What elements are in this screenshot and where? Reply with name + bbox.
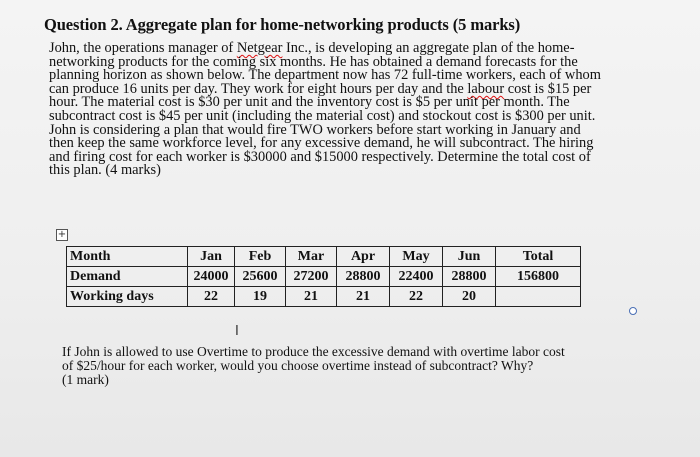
followup-line: of $25/hour for each worker, would you choose overtime instead of subcontract? Why? [62, 358, 534, 373]
demand-table [66, 246, 581, 307]
row-label-month: Month [67, 247, 188, 267]
body-line: subcontract cost is $45 per unit (including the material cost) and stockout cost is $300 per unit. [49, 107, 596, 124]
table-move-handle-icon[interactable]: + [57, 229, 67, 240]
labour-word: labour [467, 80, 505, 97]
table-cell: 21 [286, 287, 337, 307]
followup-line: (1 mark) [62, 372, 109, 387]
table-cell: 27200 [286, 267, 337, 287]
question-title: Question 2. Aggregate plan for home-networking products (5 marks) [44, 15, 521, 34]
resize-handle-icon[interactable] [629, 307, 637, 315]
body-line: John is considering a plan that would fire TWO workers before start working in January and [49, 121, 581, 138]
body-line: then keep the same workforce level, for any excessive demand, he will subcontract. The hiring [49, 135, 594, 152]
body-line: and firing cost for each worker is $30000 and $15000 respectively. Determine the total cost of [49, 148, 591, 165]
table-cell: Jan [188, 247, 235, 267]
table-cell: 22 [390, 287, 443, 307]
table-cell [496, 287, 581, 307]
body-line: can produce 16 units per day. They work for eight hours per day and the labour cost is $15 per [49, 80, 592, 97]
company-name: Netgear [236, 40, 283, 56]
table-cell: 21 [337, 287, 390, 307]
table-cell: 28800 [337, 267, 390, 287]
table-cell: Mar [286, 247, 337, 267]
table-cell: 28800 [443, 267, 496, 287]
table-cell: 19 [235, 287, 286, 307]
table-cell: 20 [443, 287, 496, 307]
body-line: networking products for the coming six months. He has obtained a demand forecasts for the [49, 53, 578, 70]
text-cursor-icon: I [235, 324, 239, 339]
table-cell: Jun [443, 247, 496, 267]
question-body [49, 42, 635, 178]
row-label-working-days: Working days [67, 287, 188, 307]
table-cell: 24000 [188, 267, 235, 287]
table-row [67, 287, 581, 307]
row-label-demand: Demand [67, 267, 188, 287]
table-cell: May [390, 247, 443, 267]
table-cell: Apr [337, 247, 390, 267]
table-cell: 25600 [235, 267, 286, 287]
table-row [67, 247, 581, 267]
body-line: John, the operations manager of Netgear Inc., is developing an aggregate plan of the home- [49, 40, 575, 56]
body-line: this plan. (4 marks) [49, 162, 161, 179]
table-cell: 22 [188, 287, 235, 307]
table-cell: 22400 [390, 267, 443, 287]
table-cell: 156800 [496, 267, 581, 287]
body-line: hour. The material cost is $30 per unit and the inventory cost is $5 per unit per month. The [49, 94, 570, 111]
table-row [67, 267, 581, 287]
body-line: planning horizon as shown below. The department now has 72 full-time workers, each of whom [49, 67, 601, 84]
followup-question [62, 345, 622, 387]
table-cell: Total [496, 247, 581, 267]
followup-line: If John is allowed to use Overtime to produce the excessive demand with overtime labor cost [62, 344, 565, 359]
table-cell: Feb [235, 247, 286, 267]
